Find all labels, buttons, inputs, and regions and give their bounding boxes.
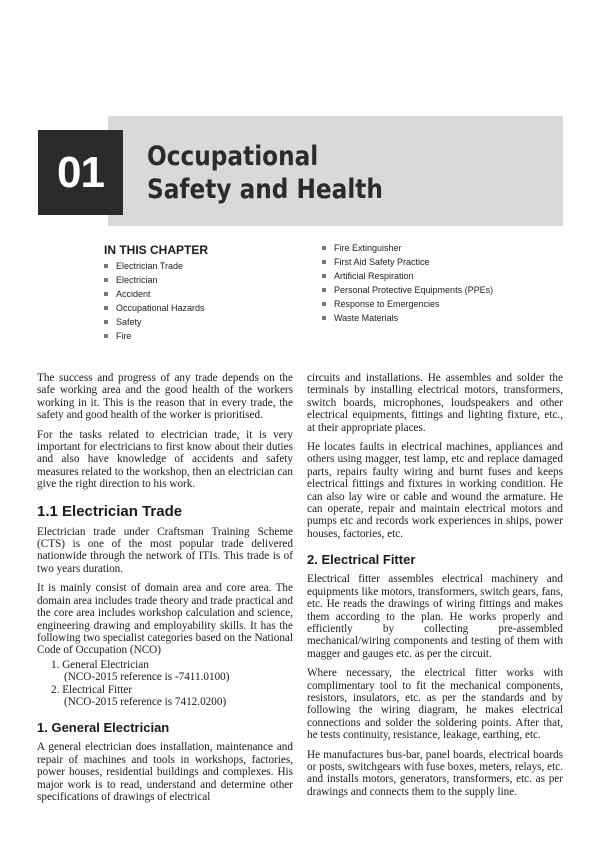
section-heading-general-electrician: 1. General Electrician (37, 720, 170, 736)
topic-item: Response to Emergencies (322, 297, 493, 311)
chapter-title (147, 140, 491, 206)
paragraph: A general electrician does installation, maintenance and repair of machines and tools in workshops, factories, power houses, residential buildings and complexes. His major work is to read, understand and determine other specifications of drawings of electrical (37, 741, 293, 803)
topic-item: Electrician Trade (104, 259, 205, 273)
topic-item: Accident (104, 287, 205, 301)
chapter-title-line1: Occupational (147, 141, 319, 172)
paragraph: He locates faults in electrical machines, appliances and others using magger, test lamp, etc and replace damaged parts, repairs faulty wiring and burnt fuses and keeps electrical fittings and fixtures in working condition. He can also lay wire or cable and wound the armature. He can operate, repair and maintain electrical motors and pumps etc and records work experiences in ships, power houses, factories, etc. (307, 441, 563, 540)
in-this-chapter-heading: IN THIS CHAPTER (104, 243, 209, 257)
chapter-topics-left (104, 259, 205, 343)
paragraph: circuits and installations. He assembles and solder the terminals by installing electrical motors, transformers, switch boards, microphones, loudspeakers and other electrical equipments, fittings and lighting fixture, etc., at their appropriate places. (307, 372, 563, 434)
paragraph: For the tasks related to electrician trade, it is very important for electricians to first know about their duties and also have knowledge of accidents and safety measures related to the workshop, then an electrician can give the right direction to his work. (37, 428, 293, 491)
list-item: 2. Electrical Fitter (51, 683, 133, 696)
paragraph: Electrical fitter assembles electrical machinery and equipments like motors, transformers, switch gears, fans, etc. He reads the drawings of wiring fittings and makes them according to the plan. He works properly and efficiently by collecting pre-assembled mechanical/wiring components and testing of them with magger and gauges etc. as per the circuit. (307, 573, 563, 660)
section-number: 1.1 (37, 502, 58, 520)
section-heading-electrician-trade (37, 503, 293, 520)
body-column-left (37, 372, 293, 810)
chapter-number: 01 (38, 130, 123, 215)
paragraph: It is mainly consist of domain area and core area. The domain area includes trade theory and trade practical and the core area includes workshop calculation and science, engineering drawing and employability skills. It has the following two specialist categories based on the National Code of Occupation (NCO) (37, 582, 293, 657)
topic-item: Fire Extinguisher (322, 241, 493, 255)
topic-item: Fire (104, 329, 205, 343)
topic-item: Electrician (104, 273, 205, 287)
topic-item: Waste Materials (322, 311, 493, 325)
topic-item: Artificial Respiration (322, 269, 493, 283)
topic-item: Personal Protective Equipments (PPEs) (322, 283, 493, 297)
section-heading-electrical-fitter: 2. Electrical Fitter (307, 552, 416, 568)
paragraph: Electrician trade under Craftsman Training Scheme (CTS) is one of the most popular trade delivered nationwide through the network of ITIs. This trade is of two years duration. (37, 525, 293, 575)
list-item: 1. General Electrician (51, 658, 149, 671)
body-column-right (307, 372, 563, 805)
topic-item: Safety (104, 315, 205, 329)
nco-list (51, 659, 293, 709)
chapter-title-line2: Safety and Health (147, 174, 383, 205)
topic-item: First Aid Safety Practice (322, 255, 493, 269)
paragraph: He manufactures bus-bar, panel boards, electrical boards or posts, switchgears with fuse boxes, meters, relays, etc. and installs motors, generators, transformers, etc. as per drawings and connects them to the supply line. (307, 748, 563, 798)
paragraph: The success and progress of any trade depends on the safe working area and the good health of the workers working in it. This is the reason that in every trade, the safety and good health of the worker is prioritised. (37, 372, 293, 422)
section-title: Electrician Trade (57, 502, 183, 520)
list-item-reference: (NCO-2015 reference is 7412.0200) (64, 695, 227, 708)
topic-item: Occupational Hazards (104, 301, 205, 315)
chapter-topics-right (322, 241, 493, 325)
list-item-reference: (NCO-2015 reference is -7411.0100) (64, 671, 230, 684)
paragraph: Where necessary, the electrical fitter works with complimentary tool to fit the mechanical components, resistors, insulators, etc. as per the standards and by following the wiring diagram, he makes electrical connections and solder the soldering points. After that, he tests continuity, resistance, leakage, earthing, etc. (307, 667, 563, 742)
